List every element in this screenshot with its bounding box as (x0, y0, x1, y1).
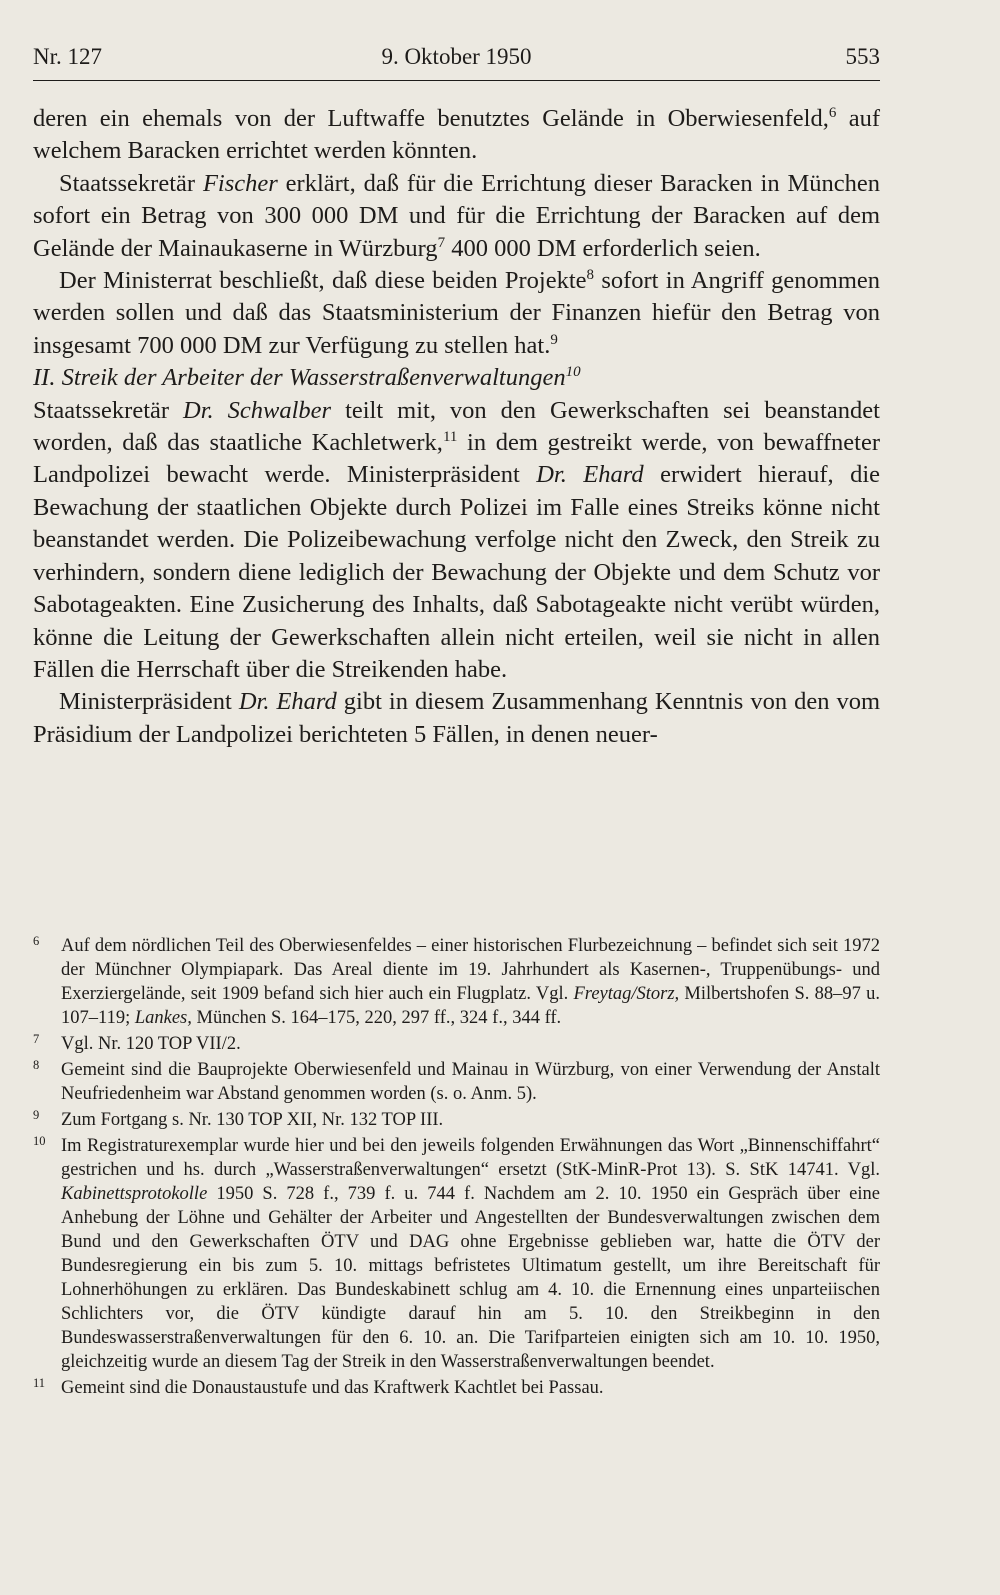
footnote-ref[interactable]: 6 (828, 105, 837, 121)
main-text (33, 103, 880, 751)
paragraph: Staatssekretär Dr. Schwalber teilt mit, von den Gewerkschaften sei beanstandet worden, daß das staatliche Kachletwerk,$^{11}$ in dem gestreikt werde, von bewaffneter Landpolizei bewacht werde. Ministerpräsident Dr. Ehard erwidert hierauf, die Bewachung der staatlichen Objekte durch Polizei im Falle eines Streiks könne nicht beanstandet werden. Die Polizeibewachung verfolge nicht den Zweck, den Streik zu verhindern, sondern diene lediglich der Bewachung der Objekte und dem Schutz vor Sabotageakten. Eine Zusicherung des Inhalts, daß Sabotageakte nicht verübt würden, könne die Leitung der Gewerkschaften allein nicht erteilen, weil sie nicht in allen Fällen die Herrschaft über die Streikenden habe. (33, 396, 880, 683)
paragraph: Staatssekretär Fischer erklärt, daß für die Errichtung dieser Baracken in München sofort ein Betrag von 300 000 DM und für die Errichtung der Baracken auf dem Gelände der Mainaukaserne in Würzburg$^7$ 400 000 DM erforderlich seien. (33, 169, 880, 262)
page-number: 553 (845, 44, 880, 69)
footnote-ref[interactable]: 11 (442, 429, 458, 446)
header-rule (33, 80, 880, 81)
footnote: 9 Zum Fortgang s. Nr. 130 TOP XII, Nr. 132 TOP III. (33, 1108, 444, 1130)
footnote-number: 7 (33, 1032, 40, 1046)
paragraph: Der Ministerrat beschließt, daß diese beiden Projekte$^8$ sofort in Angriff genommen werden sollen und daß das Staatsministerium der Finanzen hiefür den Betrag von insgesamt 700 000 DM zur Verfügung zu stellen hat.$^9$ (33, 267, 880, 359)
footnote: 8 Gemeint sind die Bauprojekte Oberwiesenfeld und Mainau in Würzburg, von einer Verwendung der Anstalt Neufriedenheim war Abstand genommen worden (s. o. Anm. 5). (33, 1058, 880, 1104)
paragraph: Ministerpräsident Dr. Ehard gibt in diesem Zusammenhang Kenntnis von den vom Präsidium der Landpolizei berichteten 5 Fällen, in denen neuer- (33, 688, 881, 748)
footnotes (33, 934, 880, 1402)
footnote-ref[interactable]: 9 (550, 331, 558, 348)
footnote-number: 6 (33, 934, 40, 948)
footnote-number: 11 (33, 1376, 46, 1390)
footnote-ref[interactable]: 7 (437, 234, 446, 251)
person-name: Fischer (202, 169, 278, 197)
footnote: 11 Gemeint sind die Donaustaustufe und das Kraftwerk Kachtlet bei Passau. (33, 1376, 604, 1398)
person-name: Dr. Ehard (536, 461, 644, 489)
person-name: Dr. Ehard (238, 688, 337, 716)
footnote-number: 8 (33, 1058, 40, 1072)
footnote: 6 Auf dem nördlichen Teil des Oberwiesenfeldes – einer historischen Flurbezeichnung – befindet sich seit 1972 der Münchner Olympiapark. Das Areal diente im 19. Jahrhundert als Kasernen-, Truppenübungs- und Exerziergelände, seit 1909 befand sich hier auch ein Flugplatz. Vgl. Freytag/Storz, Milbertshofen S. 88–97 u. 107–119; Lankes, München S. 164–175, 220, 297 ff., 324 f., 344 ff. (33, 934, 880, 1028)
running-header (33, 42, 880, 72)
document-number: Nr. 127 (33, 44, 102, 69)
footnote: 10 Im Registraturexemplar wurde hier und bei den jeweils folgenden Erwähnungen das Wort „Binnenschiffahrt“ gestrichen und hs. durch „Wasserstraßenverwaltungen“ ersetzt (StK-MinR-Prot 13). S. StK 14741. Vgl. Kabinettsprotokolle 1950 S. 728 f., 739 f. u. 744 f. Nachdem am 2. 10. 1950 ein Gespräch über eine Anhebung der Löhne und Gehälter der Arbeiter und Angestellten der Bundesverwaltungen zwischen dem Bund und den Gewerkschaften ÖTV und DAG ohne Ergebnisse geblieben war, hatte die ÖTV der Bundesregierung ein bis zum 5. 10. mittags befristetes Ultimatum gestellt, um ihre Bereitschaft für Lohnerhöhungen zu erklären. Das Bundeskabinett schlug am 4. 10. die Ernennung eines unparteiischen Schlichters vor, die ÖTV kündigte darauf hin am 5. 10. den Streikbeginn in den Bundeswasserstraßenverwaltungen für den 6. 10. an. Die Tarifparteien einigten sich am 10. 10. 1950, gleichzeitig wurde an diesem Tag der Streik in den Wasserstraßenverwaltungen beendet. (33, 1134, 880, 1372)
footnote-ref[interactable]: 8 (586, 267, 595, 284)
footnote-number: 9 (33, 1108, 40, 1122)
footnote-number: 10 (33, 1134, 46, 1148)
person-name: Dr. Schwalber (183, 396, 332, 424)
footnote: 7 Vgl. Nr. 120 TOP VII/2. (33, 1032, 241, 1054)
footnote-ref[interactable]: 10 (565, 364, 581, 381)
section-heading: II. Streik der Arbeiter der Wasserstraßenverwaltungen$^{10}$ (33, 364, 581, 392)
paragraph: deren ein ehemals von der Luftwaffe benutztes Gelände in Oberwiesenfeld,$^6$ auf welchem Baracken errichtet werden könnten. (33, 105, 880, 165)
header-date: 9. Oktober 1950 (381, 44, 532, 69)
